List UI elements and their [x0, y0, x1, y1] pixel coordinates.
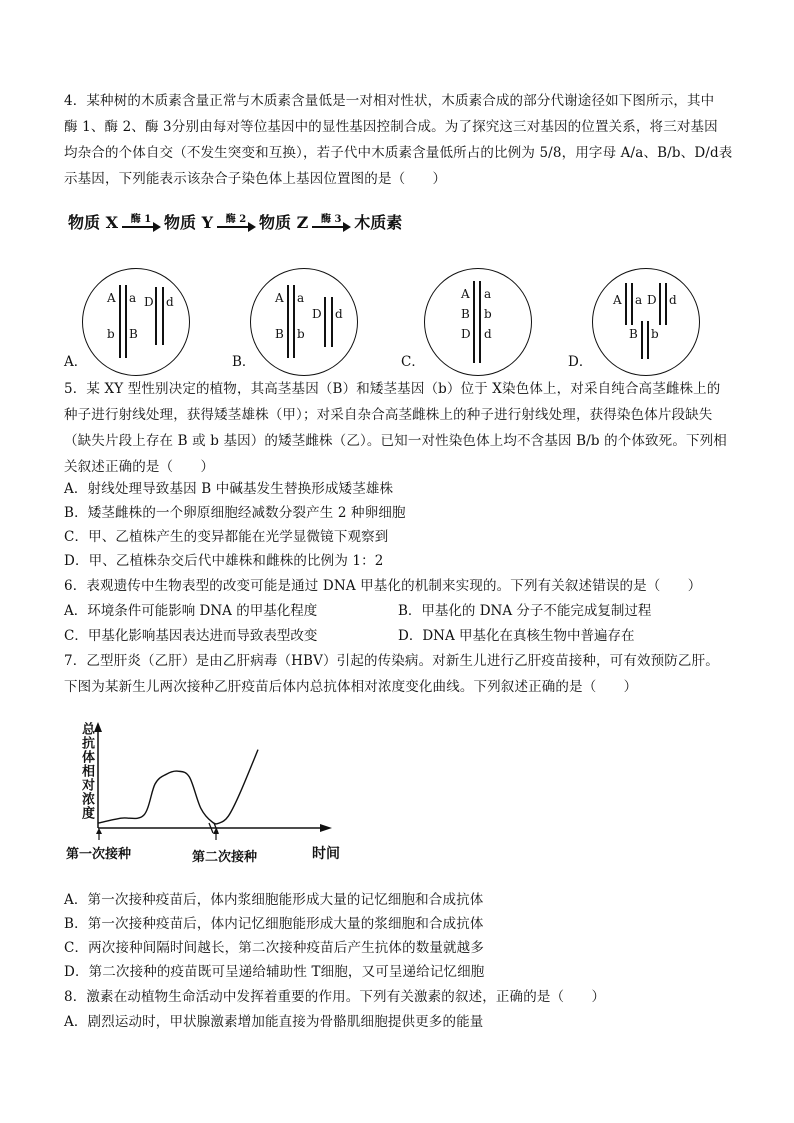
q5-stem-line-1: 5．某 XY 型性别决定的植物，其高茎基因（B）和矮茎基因（b）位于 X染色体上，对采自纯合高茎雌株上的	[64, 381, 721, 397]
gene-label: B	[461, 307, 470, 321]
pathway-node-y: 物质 Y	[164, 213, 213, 232]
q5-stem-line-4: 关叙述正确的是（ ）	[64, 459, 215, 475]
option-d-label: D．	[568, 354, 593, 370]
q7-option-c[interactable]: C．两次接种间隔时间越长，第二次接种疫苗后产生抗体的数量就越多	[64, 940, 484, 956]
pathway-node-lignin: 木质素	[354, 213, 403, 232]
enzyme-1-label: 酶 1	[130, 214, 152, 225]
chromosome	[162, 287, 164, 345]
option-c-label: C．	[401, 354, 425, 370]
chromosome	[331, 297, 333, 347]
chromosome	[473, 281, 475, 363]
gene-label: a	[297, 291, 305, 305]
option-b-label: B．	[232, 354, 256, 370]
pathway-node-z: 物质 Z	[259, 213, 309, 232]
x-axis-arrow	[320, 824, 332, 832]
chart-x-axis-label: 时间	[312, 846, 340, 862]
gene-label: b	[107, 327, 115, 341]
chromosome	[119, 285, 121, 358]
q7-option-d[interactable]: D．第二次接种的疫苗既可呈递给辅助性 T细胞，又可呈递给记忆细胞	[64, 964, 485, 980]
antibody-concentration-chart	[92, 720, 342, 850]
chromosome	[125, 285, 127, 358]
chromosome	[641, 321, 643, 359]
gene-label: B	[129, 327, 138, 341]
second-vaccination-arrow	[213, 828, 219, 834]
pathway-arrow-3	[312, 211, 350, 233]
gene-label: d	[484, 327, 492, 341]
gene-label: D	[461, 327, 471, 341]
gene-label: B	[629, 327, 638, 341]
gene-label: A	[613, 293, 622, 307]
first-vaccination-label: 第一次接种	[66, 847, 132, 862]
first-vaccination-arrow	[96, 828, 102, 834]
q5-stem-line-3: （缺失片段上存在 B 或 b 基因）的矮茎雌株（乙）。已知一对性染色体上均不含基因 B/b 的个体致死。下列相	[64, 433, 727, 449]
q4-stem-line-4: 示基因，下列能表示该杂合子染色体上基因位置图的是（ ）	[64, 171, 447, 187]
q7-option-b[interactable]: B．第一次接种疫苗后，体内记忆细胞能形成大量的浆细胞和合成抗体	[64, 916, 484, 932]
option-b-cell-diagram	[250, 268, 358, 376]
enzyme-3-label: 酶 3	[321, 214, 342, 225]
gene-label: b	[484, 307, 492, 321]
q6-stem: 6．表观遗传中生物表型的改变可能是通过 DNA 甲基化的机制来实现的。下列有关叙述错误的是（ ）	[64, 578, 702, 594]
pathway-arrow-1	[122, 211, 160, 233]
chromosome	[293, 285, 295, 358]
chromosome	[479, 281, 481, 363]
gene-label: b	[651, 327, 659, 341]
gene-label: D	[144, 295, 154, 309]
chromosome	[665, 283, 667, 325]
gene-label: d	[669, 293, 677, 307]
q4-stem-line-1: 4．某种树的木质素含量正常与木质素含量低是一对相对性状，木质素合成的部分代谢途径如下图所示，其中	[64, 93, 715, 109]
gene-label: A	[461, 287, 470, 301]
q7-stem-line-2: 下图为某新生儿两次接种乙肝疫苗后体内总抗体相对浓度变化曲线。下列叙述正确的是（ ）	[64, 679, 638, 695]
chart-y-axis-label: 总抗体相对浓度	[79, 722, 94, 820]
chromosome	[155, 287, 157, 345]
chromosome	[625, 283, 627, 325]
gene-label: b	[297, 327, 305, 341]
option-a-label: A．	[64, 354, 88, 370]
q4-stem-line-2: 酶 1、酶 2、酶 3分别由每对等位基因中的显性基因控制合成。为了探究这三对基因的位置关系，将三对基因	[64, 119, 718, 135]
y-axis-arrow	[94, 722, 102, 732]
q8-stem: 8．激素在动植物生命活动中发挥着重要的作用。下列有关激素的叙述，正确的是（ ）	[64, 989, 606, 1005]
enzyme-2-label: 酶 2	[225, 214, 247, 225]
gene-label: d	[166, 295, 174, 309]
chromosome	[647, 321, 649, 359]
gene-label: D	[647, 293, 657, 307]
q7-stem-line-1: 7．乙型肝炎（乙肝）是由乙肝病毒（HBV）引起的传染病。对新生儿进行乙肝疫苗接种，可有效预防乙肝。	[64, 653, 719, 669]
q6-option-c[interactable]: C．甲基化影响基因表达进而导致表型改变	[64, 628, 318, 644]
q6-option-b[interactable]: B．甲基化的 DNA 分子不能完成复制过程	[398, 603, 652, 619]
chromosome	[287, 285, 289, 358]
gene-label: B	[275, 327, 284, 341]
gene-label: D	[312, 307, 322, 321]
option-d-cell-diagram	[592, 268, 700, 376]
q5-option-d[interactable]: D．甲、乙植株杂交后代中雄株和雌株的比例为 1：2	[64, 553, 384, 569]
q5-stem-line-2: 种子进行射线处理，获得矮茎雄株（甲）；对采自杂合高茎雌株上的种子进行射线处理，获得染色体片段缺失	[64, 407, 713, 423]
q8-option-a[interactable]: A．剧烈运动时，甲状腺激素增加能直接为骨骼肌细胞提供更多的能量	[64, 1014, 484, 1030]
gene-label: d	[335, 307, 343, 321]
q5-option-c[interactable]: C．甲、乙植株产生的变异都能在光学显微镜下观察到	[64, 529, 389, 545]
chromosome	[659, 283, 661, 325]
chromosome	[324, 297, 326, 347]
q6-option-a[interactable]: A．环境条件可能影响 DNA 的甲基化程度	[64, 603, 318, 619]
pathway-arrow-2	[217, 211, 255, 233]
gene-label: A	[107, 291, 116, 305]
gene-label: a	[129, 291, 137, 305]
option-c-cell-diagram	[424, 268, 532, 376]
pathway-node-x: 物质 X	[68, 213, 118, 232]
metabolic-pathway	[66, 203, 404, 233]
q7-option-a[interactable]: A．第一次接种疫苗后，体内浆细胞能形成大量的记忆细胞和合成抗体	[64, 892, 484, 908]
q5-option-b[interactable]: B．矮茎雌株的一个卵原细胞经减数分裂产生 2 种卵细胞	[64, 505, 406, 521]
antibody-series-line	[98, 750, 258, 824]
q5-option-a[interactable]: A．射线处理导致基因 B 中碱基发生替换形成矮茎雄株	[64, 481, 394, 497]
second-vaccination-label: 第二次接种	[192, 850, 258, 865]
option-a-cell-diagram	[82, 268, 190, 376]
gene-label: a	[484, 287, 492, 301]
gene-label: A	[275, 291, 284, 305]
chromosome	[631, 283, 633, 325]
q4-stem-line-3: 均杂合的个体自交（不发生突变和互换），若子代中木质素含量低所占的比例为 5/8，用字母 A/a、B/b、D/d表	[64, 145, 733, 161]
gene-label: a	[635, 293, 643, 307]
q6-option-d[interactable]: D．DNA 甲基化在真核生物中普遍存在	[398, 628, 635, 644]
